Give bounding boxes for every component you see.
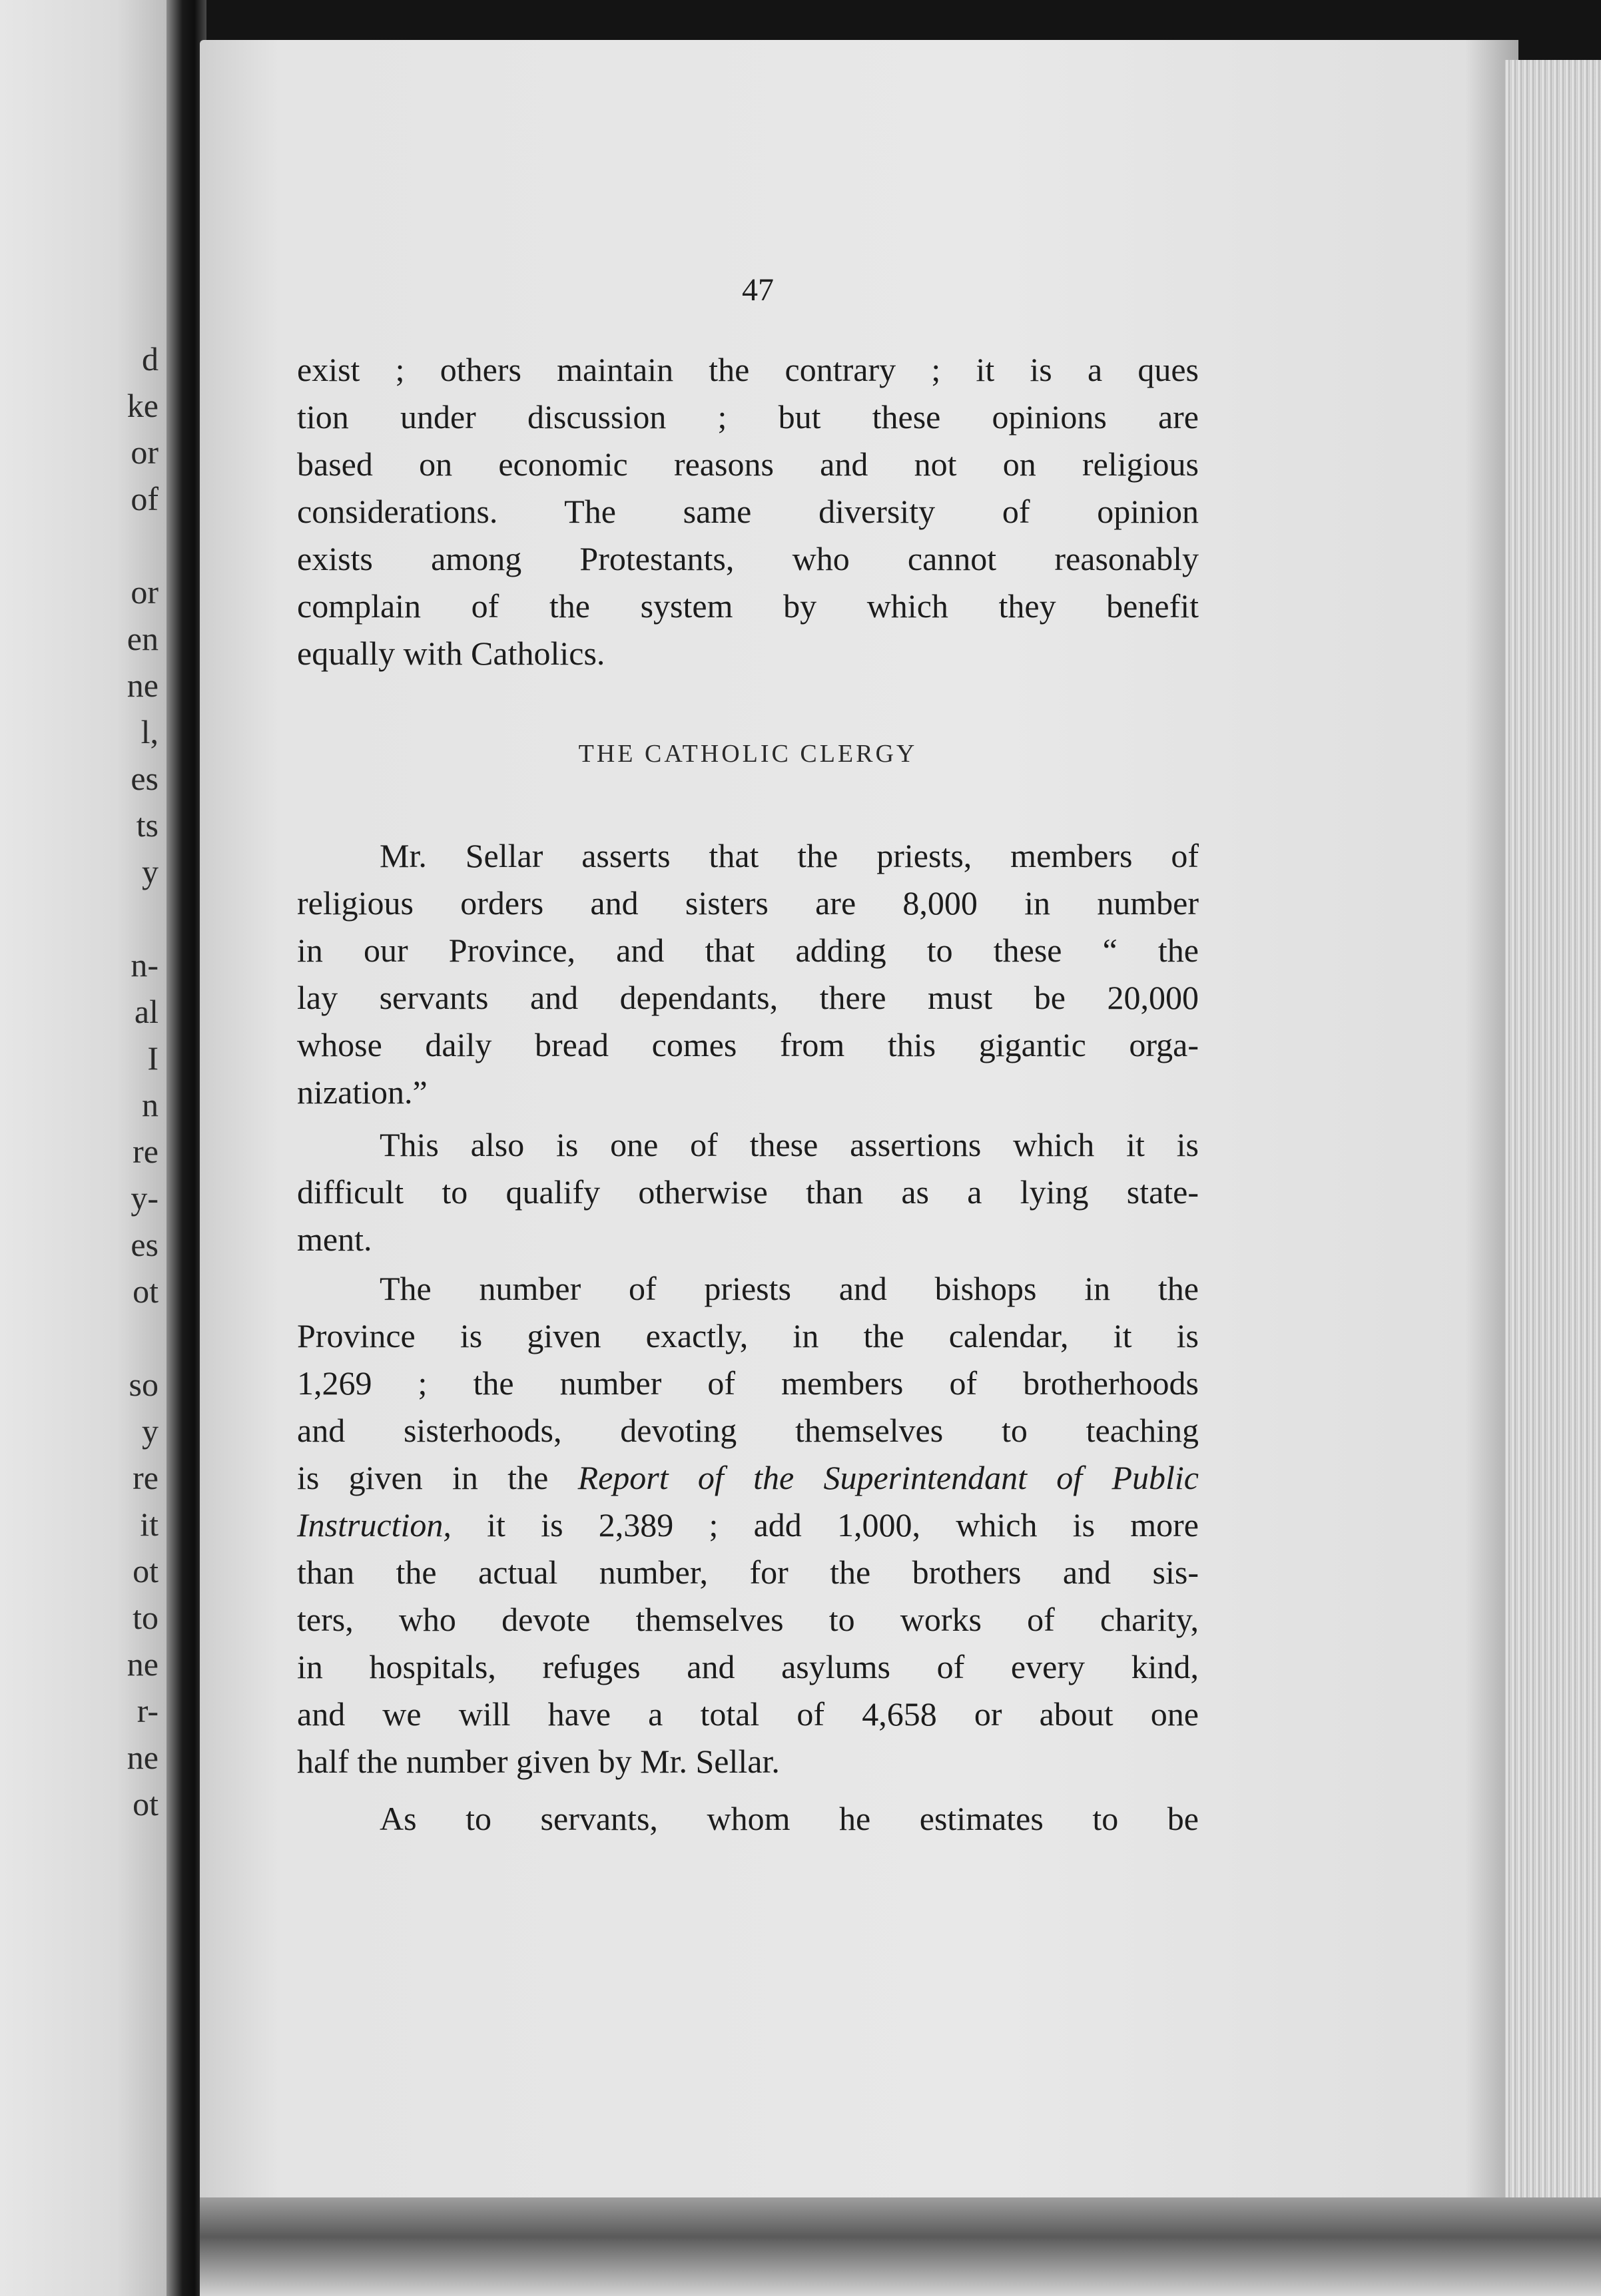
paragraph-1 [297, 346, 1199, 677]
text-line: nization.” [297, 1073, 428, 1111]
previous-page-fragment: to [133, 1599, 159, 1636]
text-line: and sisterhoods, devoting themselves to teaching [297, 1412, 1199, 1449]
text-line: religious orders and sisters are 8,000 in number [297, 884, 1199, 922]
text-line [297, 1502, 1199, 1549]
previous-page-edge [0, 0, 166, 2296]
text-line: in our Province, and that adding to these “ the [297, 932, 1199, 969]
previous-page-fragment: n [142, 1086, 159, 1123]
previous-page-fragment: ne [127, 1645, 159, 1683]
previous-page-fragment: re [133, 1133, 159, 1170]
previous-page-fragment: ot [133, 1273, 159, 1310]
previous-page-fragment: I [147, 1039, 159, 1077]
text-line: exist ; others maintain the contrary ; it is a ques [297, 351, 1199, 388]
text-line: The number of priests and bishops in the [380, 1270, 1199, 1307]
text-line: tion under discussion ; but these opinions are [297, 398, 1199, 435]
text-line: half the number given by Mr. Sellar. [297, 1743, 780, 1780]
previous-page-fragment: re [133, 1459, 159, 1496]
previous-page-fragment: y [142, 1412, 159, 1450]
text-line: ters, who devote themselves to works of charity, [297, 1601, 1199, 1638]
page-number: 47 [742, 272, 774, 308]
text-line: Mr. Sellar asserts that the priests, members of [380, 837, 1199, 874]
previous-page-fragment: it [140, 1506, 159, 1543]
previous-page-fragment: ke [127, 387, 159, 424]
paragraph-5 [297, 1795, 1199, 1843]
paragraph-4 [297, 1265, 1199, 1785]
report-title: Report of the Superintendant of Public [577, 1459, 1199, 1496]
previous-page-fragment: of [131, 480, 159, 517]
paragraph-2 [297, 832, 1199, 1116]
section-heading: THE CATHOLIC CLERGY [578, 740, 918, 768]
previous-page-fragment: ot [133, 1552, 159, 1589]
text-line: equally with Catholics. [297, 635, 605, 672]
text-line: whose daily bread comes from this gigantic orga- [297, 1026, 1199, 1063]
text-line: in hospitals, refuges and asylums of every kind, [297, 1648, 1199, 1685]
previous-page-fragment: y- [131, 1179, 159, 1217]
previous-page-fragment: r- [137, 1692, 159, 1729]
previous-page-fragment: en [127, 620, 159, 657]
previous-page-fragment: ne [127, 1739, 159, 1776]
previous-page-fragment: n- [131, 946, 159, 984]
previous-page-fragment: l, [141, 713, 159, 750]
previous-page-fragment: or [131, 433, 159, 471]
text-line [297, 1454, 1199, 1502]
book-bottom-edge [200, 2197, 1601, 2296]
previous-page-fragment: es [131, 760, 159, 797]
text-line: This also is one of these assertions which it is [380, 1126, 1199, 1163]
previous-page-fragment: ne [127, 667, 159, 704]
paragraph-3 [297, 1121, 1199, 1263]
previous-page-fragment: ot [133, 1785, 159, 1823]
text-line: and we will have a total of 4,658 or about one [297, 1695, 1199, 1733]
text-run: it is 2,389 ; add 1,000, which is more [451, 1506, 1199, 1544]
text-line: As to servants, whom he estimates to be [380, 1800, 1199, 1837]
book-fore-edge [1505, 60, 1601, 2251]
text-run: is given in the [297, 1459, 578, 1496]
text-line: Province is given exactly, in the calendar, it is [297, 1317, 1199, 1354]
previous-page-fragment: ts [136, 806, 159, 844]
text-line: than the actual number, for the brothers and sis- [297, 1554, 1199, 1591]
previous-page-fragment: d [142, 340, 159, 378]
previous-page-fragment: y [142, 853, 159, 890]
text-line: based on economic reasons and not on religious [297, 445, 1199, 483]
text-line: ment. [297, 1221, 372, 1258]
text-line: 1,269 ; the number of members of brotherhoods [297, 1364, 1199, 1402]
previous-page-fragment: so [129, 1366, 159, 1403]
previous-page-fragment: es [131, 1226, 159, 1263]
report-title-cont: Instruction, [297, 1506, 452, 1544]
previous-page-fragment: or [131, 573, 159, 611]
text-line: considerations. The same diversity of opinion [297, 493, 1199, 530]
previous-page-fragment: al [134, 993, 159, 1030]
text-line: lay servants and dependants, there must be 20,000 [297, 979, 1199, 1016]
text-line: complain of the system by which they benefit [297, 587, 1199, 625]
text-line: difficult to qualify otherwise than as a lying state- [297, 1173, 1199, 1211]
text-line: exists among Protestants, who cannot reasonably [297, 540, 1199, 577]
